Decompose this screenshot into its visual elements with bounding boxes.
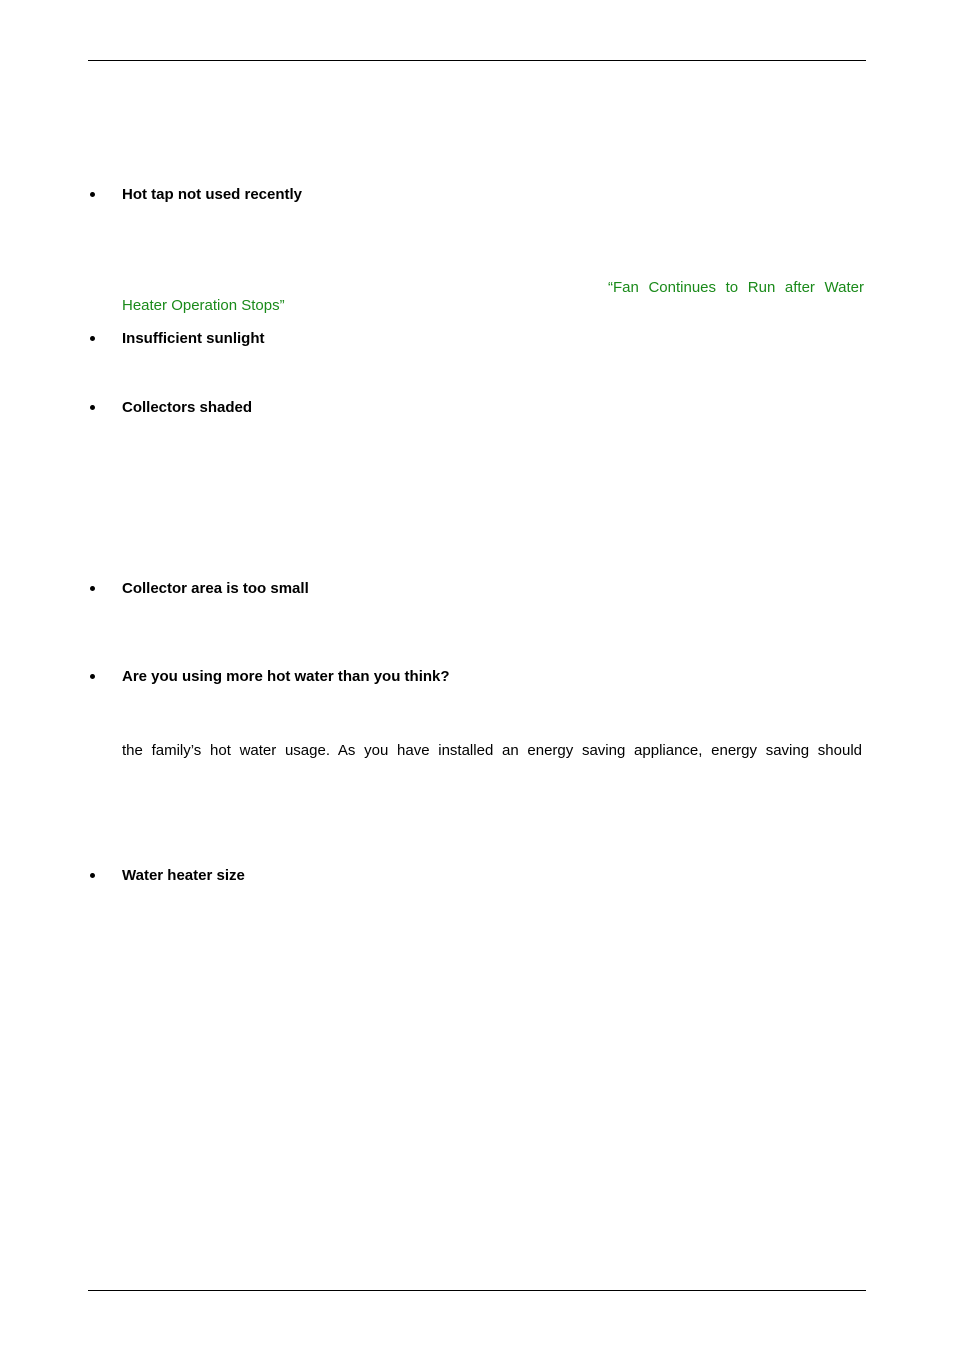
bullet-collectors-shaded: [88, 398, 868, 418]
bullet-hot-water-usage: [88, 667, 868, 687]
bullet-dot-icon: [90, 192, 95, 197]
body-paragraph-line: the family’s hot water usage. As you have installed an energy saving appliance, energy saving should: [122, 742, 862, 759]
bullet-dot-icon: [90, 405, 95, 410]
bullet-heading: Collectors shaded: [122, 399, 253, 416]
cross-reference-link-continued[interactable]: Heater Operation Stops”: [122, 297, 285, 314]
header-rule: [88, 60, 866, 61]
bullet-heading: Are you using more hot water than you think?: [122, 668, 450, 685]
bullet-dot-icon: [90, 674, 95, 679]
bullet-heading: Insufficient sunlight: [122, 330, 265, 347]
bullet-water-heater-size: [88, 866, 868, 886]
bullet-dot-icon: [90, 873, 95, 878]
footer-rule: [88, 1290, 866, 1291]
bullet-heading: Collector area is too small: [122, 580, 309, 597]
bullet-insufficient-sunlight: [88, 329, 868, 349]
bullet-collector-area: [88, 579, 868, 599]
bullet-heading: Hot tap not used recently: [122, 186, 303, 203]
bullet-hot-tap: [88, 185, 868, 205]
bullet-dot-icon: [90, 336, 95, 341]
bullet-heading: Water heater size: [122, 867, 245, 884]
bullet-dot-icon: [90, 586, 95, 591]
cross-reference-link[interactable]: “Fan Continues to Run after Water: [608, 279, 864, 296]
